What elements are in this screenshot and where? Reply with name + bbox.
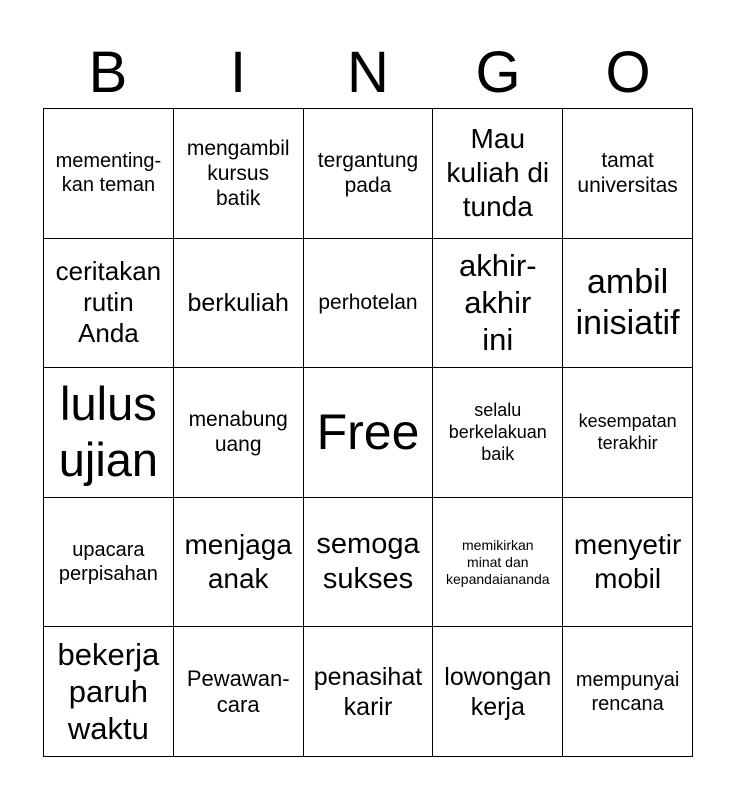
bingo-cell-i2[interactable] xyxy=(174,239,304,369)
bingo-cell-text: ceritakan rutin Anda xyxy=(55,256,162,349)
bingo-cell-n5[interactable] xyxy=(304,627,434,757)
bingo-cell-n2[interactable] xyxy=(304,239,434,369)
bingo-cell-b3[interactable] xyxy=(44,368,174,498)
bingo-cell-text: lowongan kerja xyxy=(444,662,552,721)
bingo-cell-text: mempunyai rencana xyxy=(575,668,680,715)
bingo-cell-text: Mau kuliah di tunda xyxy=(446,123,550,223)
header-letter-g: G xyxy=(475,40,521,105)
bingo-cell-text: akhir- akhir ini xyxy=(459,248,537,358)
bingo-cell-i1[interactable] xyxy=(174,109,304,239)
bingo-cell-text: tamat universitas xyxy=(577,149,678,198)
bingo-cell-i3[interactable] xyxy=(174,368,304,498)
bingo-cell-text: selalu berkelakuan baik xyxy=(448,400,547,465)
bingo-cell-g1[interactable] xyxy=(433,109,563,239)
bingo-cell-text: lulus ujian xyxy=(58,377,159,487)
bingo-cell-text: ambil inisiatif xyxy=(575,262,680,342)
header-letter-b: B xyxy=(88,40,128,105)
header-letter-i: I xyxy=(229,40,247,105)
bingo-cell-g3[interactable] xyxy=(433,368,563,498)
bingo-cell-text: Pewawan- cara xyxy=(186,665,290,717)
bingo-cell-b4[interactable] xyxy=(44,498,174,628)
bingo-cell-o4[interactable] xyxy=(563,498,693,628)
bingo-cell-i4[interactable] xyxy=(174,498,304,628)
bingo-cell-o5[interactable] xyxy=(563,627,693,757)
bingo-cell-text: menyetir mobil xyxy=(573,529,682,595)
bingo-cell-i5[interactable] xyxy=(174,627,304,757)
bingo-cell-text: menjaga anak xyxy=(184,529,292,595)
bingo-cell-text: berkuliah xyxy=(187,288,289,317)
bingo-cell-text: menabung uang xyxy=(188,408,288,457)
header-letter-n: N xyxy=(347,40,389,105)
bingo-cell-o1[interactable] xyxy=(563,109,693,239)
bingo-cell-text: penasihat karir xyxy=(313,662,423,721)
bingo-cell-n4[interactable] xyxy=(304,498,434,628)
bingo-board xyxy=(43,108,693,757)
bingo-cell-text: bekerja paruh waktu xyxy=(57,637,160,747)
bingo-cell-b5[interactable] xyxy=(44,627,174,757)
bingo-cell-n3[interactable] xyxy=(304,368,434,498)
bingo-cell-b2[interactable] xyxy=(44,239,174,369)
bingo-cell-text: tergantung pada xyxy=(317,149,419,198)
bingo-cell-text: mengambil kursus batik xyxy=(186,136,290,210)
bingo-cell-g5[interactable] xyxy=(433,627,563,757)
bingo-cell-n1[interactable] xyxy=(304,109,434,239)
bingo-cell-text: memikirkan minat dan kepandaiananda xyxy=(446,536,550,587)
bingo-cell-o2[interactable] xyxy=(563,239,693,369)
bingo-cell-text: mementing- kan teman xyxy=(55,150,162,197)
bingo-cell-g4[interactable] xyxy=(433,498,563,628)
bingo-cell-o3[interactable] xyxy=(563,368,693,498)
bingo-header xyxy=(43,38,693,108)
bingo-cell-text: Free xyxy=(316,404,420,461)
bingo-cell-text: upacara perpisahan xyxy=(58,539,158,586)
bingo-cell-b1[interactable] xyxy=(44,109,174,239)
bingo-cell-g2[interactable] xyxy=(433,239,563,369)
bingo-cell-text: perhotelan xyxy=(318,291,418,315)
bingo-cell-text: kesempatan terakhir xyxy=(578,411,677,454)
header-letter-o: O xyxy=(605,40,651,105)
bingo-cell-text: semoga sukses xyxy=(316,528,420,596)
